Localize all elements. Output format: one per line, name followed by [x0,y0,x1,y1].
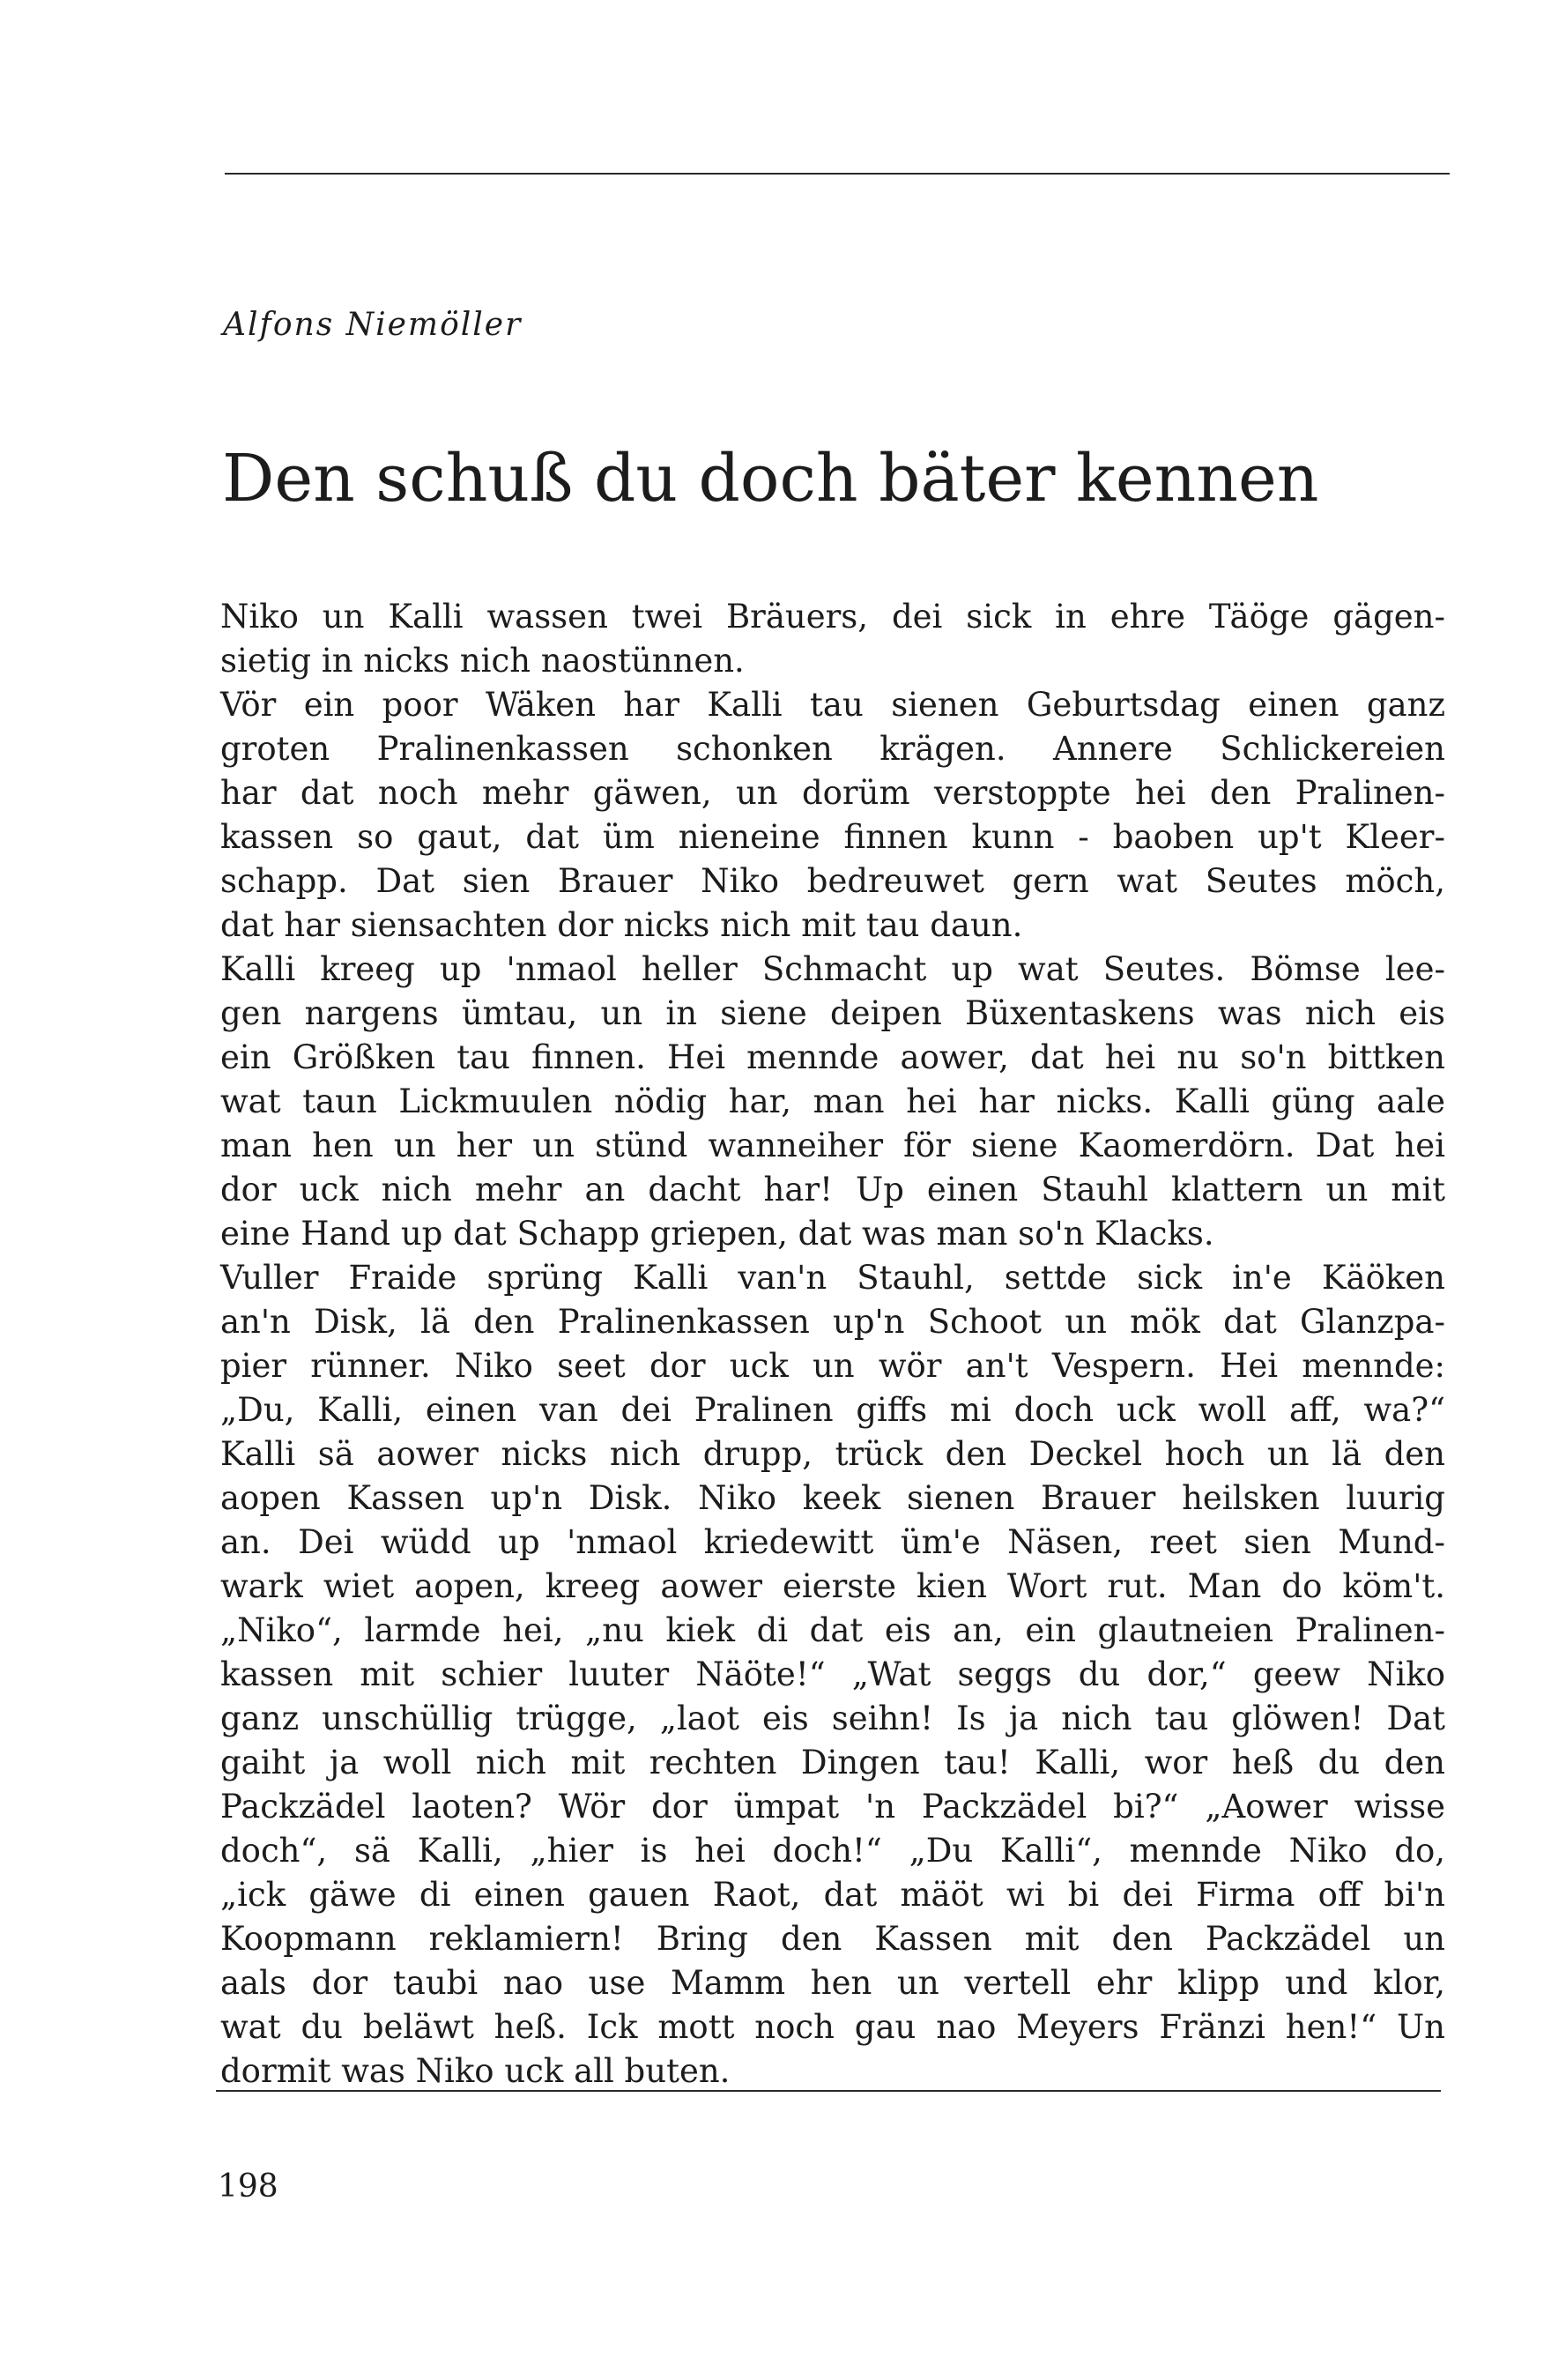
text-line: groten Pralinenkassen schonken krägen. Annere Schlickereien [220,730,1445,768]
text-line: eine Hand up dat Schapp griepen, dat was man so'n Klacks. [220,1215,1214,1253]
text-line: dat har siensachten dor nicks nich mit tau daun. [220,906,1023,944]
text-line: man hen un her un stünd wanneiher för siene Kaomerdörn. Dat hei [220,1127,1445,1164]
text-line: sietig in nicks nich naostünnen. [220,642,745,680]
text-line: ganz unschüllig trügge, „laot eis seihn! Is ja nich tau glöwen! Dat [220,1699,1445,1737]
text-line: schapp. Dat sien Brauer Niko bedreuwet gern wat Seutes möch, [220,862,1445,900]
text-line: wat taun Lickmuulen nödig har, man hei har nicks. Kalli güng aale [220,1082,1445,1120]
text-line: „Du, Kalli, einen van dei Pralinen giffs mi doch uck woll aff, wa?“ [220,1391,1445,1429]
text-line: gen nargens ümtau, un in siene deipen Büxentaskens was nich eis [220,994,1445,1032]
text-line: kassen so gaut, dat üm nieneine finnen kunn - baoben up't Kleer- [220,818,1445,856]
text-line: „ick gäwe di einen gauen Raot, dat mäöt wi bi dei Firma off bi'n [220,1876,1445,1914]
text-line: har dat noch mehr gäwen, un dorüm verstoppte hei den Pralinen- [220,774,1445,812]
text-line: ein Größken tau finnen. Hei mennde aower, dat hei nu so'n bittken [220,1038,1445,1076]
text-line: Vör ein poor Wäken har Kalli tau sienen Geburtsdag einen ganz [220,686,1445,724]
text-line: dormit was Niko uck all buten. [220,2052,731,2090]
text-line: doch“, sä Kalli, „hier is hei doch!“ „Du Kalli“, mennde Niko do, [220,1832,1445,1870]
text-line: „Niko“, larmde hei, „nu kiek di dat eis an, ein glautneien Pralinen- [220,1611,1445,1649]
text-line: an'n Disk, lä den Pralinenkassen up'n Schoot un mök dat Glanzpa- [220,1303,1445,1341]
page-number: 198 [218,2168,278,2205]
text-line: Packzädel laoten? Wör dor ümpat 'n Packzädel bi?“ „Aower wisse [220,1788,1445,1826]
bottom-rule [216,2090,1441,2092]
text-line: pier rünner. Niko seet dor uck un wör an't Vespern. Hei mennde: [220,1347,1445,1385]
text-line: Niko un Kalli wassen twei Bräuers, dei sick in ehre Täöge gägen- [220,598,1445,636]
author-name: Alfons Niemöller [223,307,523,343]
text-line: kassen mit schier luuter Näöte!“ „Wat seggs du dor,“ geew Niko [220,1655,1445,1693]
text-line: dor uck nich mehr an dacht har! Up einen Stauhl klattern un mit [220,1171,1445,1209]
top-rule [225,173,1450,175]
text-line: aals dor taubi nao use Mamm hen un vertell ehr klipp und klor, [220,1964,1445,2002]
text-line: aopen Kassen up'n Disk. Niko keek sienen Brauer heilsken luurig [220,1479,1445,1517]
story-title: Den schuß du doch bäter kennen [222,441,1319,517]
text-line: gaiht ja woll nich mit rechten Dingen tau! Kalli, wor heß du den [220,1744,1445,1781]
text-line: an. Dei wüdd up 'nmaol kriedewitt üm'e Näsen, reet sien Mund- [220,1523,1445,1561]
text-line: wark wiet aopen, kreeg aower eierste kien Wort rut. Man do köm't. [220,1567,1445,1605]
text-line: Kalli kreeg up 'nmaol heller Schmacht up wat Seutes. Bömse lee- [220,950,1445,988]
text-line: Vuller Fraide sprüng Kalli van'n Stauhl, settde sick in'e Käöken [220,1259,1445,1297]
text-line: Kalli sä aower nicks nich drupp, trück den Deckel hoch un lä den [220,1435,1445,1473]
text-line: wat du beläwt heß. Ick mott noch gau nao Meyers Fränzi hen!“ Un [220,2008,1445,2046]
story-body [220,595,1445,2094]
text-line: Koopmann reklamiern! Bring den Kassen mit den Packzädel un [220,1920,1445,1958]
